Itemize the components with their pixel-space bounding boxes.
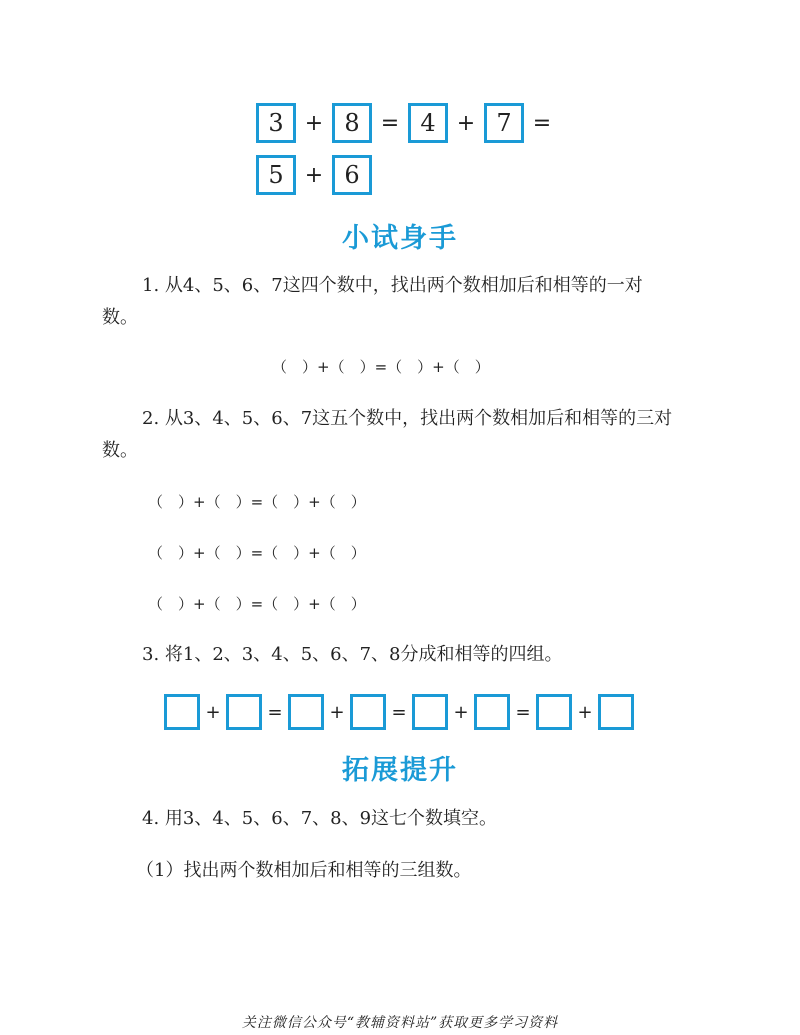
answer-box[interactable] [598,694,634,730]
plus-sign: + [205,701,221,723]
equals-sign: = [380,110,400,136]
answer-box[interactable] [288,694,324,730]
plus-sign: + [453,701,469,723]
answer-box[interactable] [536,694,572,730]
answer-box[interactable] [474,694,510,730]
equals-sign: = [391,701,407,723]
question-2-line-1: 2. 从3、4、5、6、7这五个数中，找出两个数相加后和相等的三对 [142,408,673,429]
answer-box[interactable] [226,694,262,730]
answer-box[interactable] [412,694,448,730]
question-1-line-1: 1. 从4、5、6、7这四个数中，找出两个数相加后和相等的一对 [142,275,643,296]
question-2-line-2: 数。 [102,440,138,461]
question-2-answer-blank[interactable]: （ ）+（ ）=（ ）+（ ） [148,544,366,562]
plus-sign: + [304,162,324,188]
question-4-subquestion-1: （1）找出两个数相加后和相等的三组数。 [136,860,472,881]
equals-sign: = [515,701,531,723]
question-1-line-2: 数。 [102,307,138,328]
plus-sign: + [577,701,593,723]
equals-sign: = [267,701,283,723]
number-box: 5 [256,155,296,195]
example-equation-row-1 [0,103,800,143]
plus-sign: + [304,110,324,136]
number-box: 8 [332,103,372,143]
section-title-practice: 小试身手 [342,223,458,254]
question-2-answer-blank[interactable]: （ ）+（ ）=（ ）+（ ） [148,493,366,511]
number-box: 7 [484,103,524,143]
question-1-answer-blank[interactable]: （ ）+（ ）=（ ）+（ ） [272,358,490,376]
question-3-text: 3. 将1、2、3、4、5、6、7、8分成和相等的四组。 [142,644,563,665]
plus-sign: + [329,701,345,723]
plus-sign: + [456,110,476,136]
question-4-text: 4. 用3、4、5、6、7、8、9这七个数填空。 [142,808,498,829]
footer-watermark: 关注微信公众号“教辅资料站”获取更多学习资料 [241,1015,559,1031]
section-title-extension: 拓展提升 [342,755,458,786]
answer-box[interactable] [164,694,200,730]
question-2-answer-blank[interactable]: （ ）+（ ）=（ ）+（ ） [148,595,366,613]
example-equation-row-2 [0,155,800,195]
answer-box[interactable] [350,694,386,730]
equals-sign: = [532,110,552,136]
number-box: 3 [256,103,296,143]
number-box: 4 [408,103,448,143]
number-box: 6 [332,155,372,195]
question-3-answer-boxes [0,694,800,730]
